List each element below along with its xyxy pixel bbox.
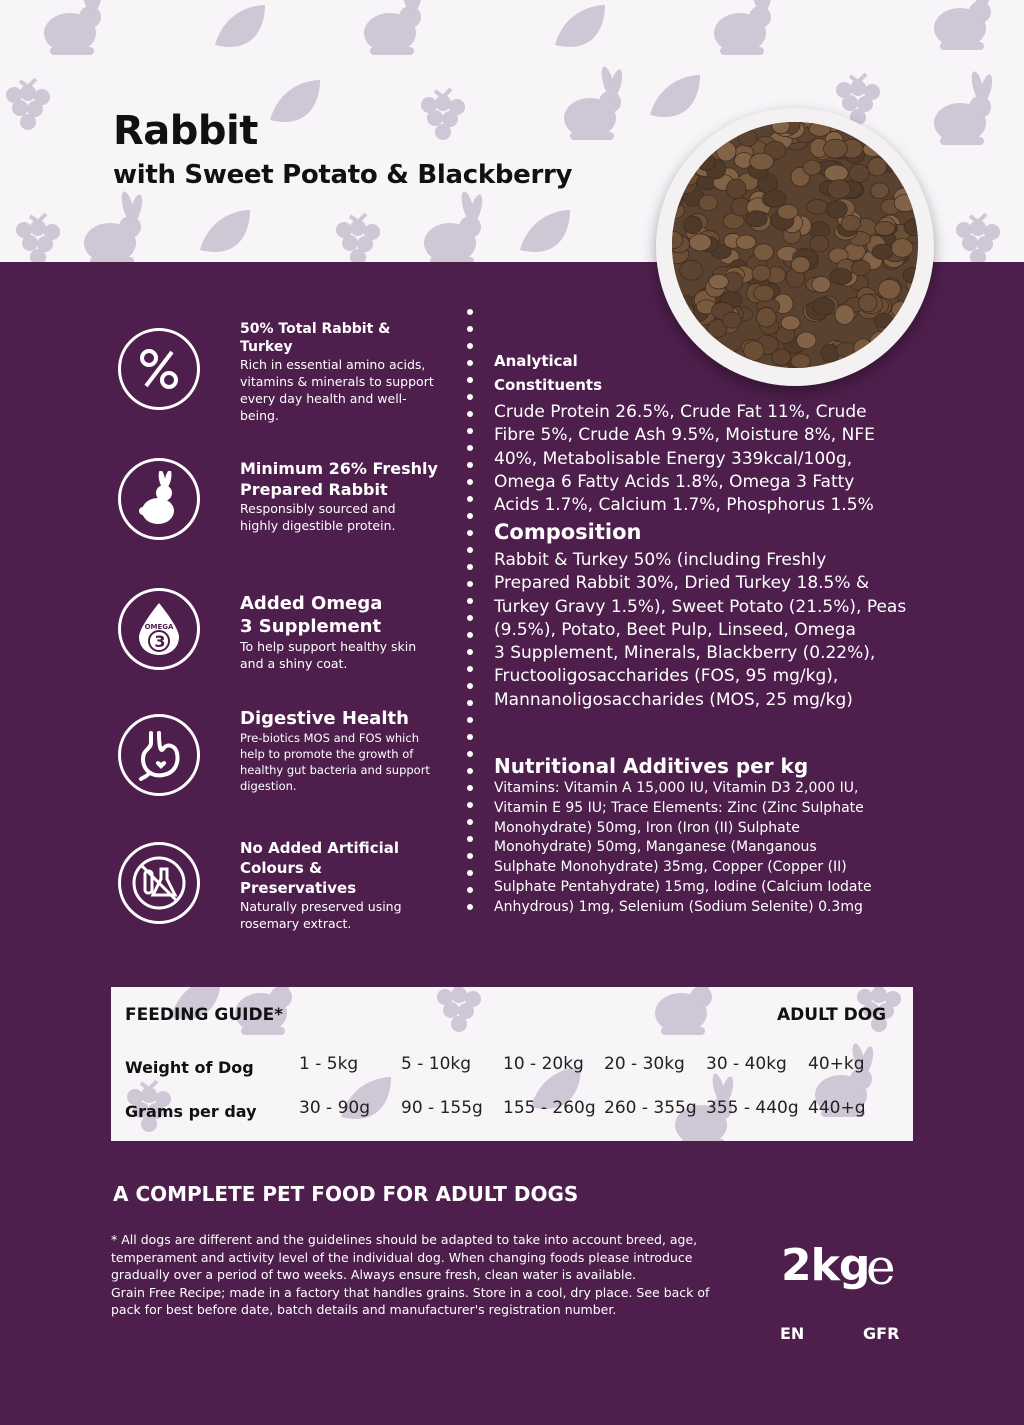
- language-code: EN: [780, 1324, 805, 1343]
- feature-heading: 50% Total Rabbit & Turkey: [240, 321, 391, 355]
- rabbit-icon: [118, 458, 200, 540]
- feeding-guide: [111, 987, 913, 1141]
- grams-cell: 260 - 355g: [604, 1098, 697, 1118]
- weight-cell: 20 - 30kg: [604, 1054, 685, 1074]
- feature-body: Pre-biotics MOS and FOS which help to promote the growth of healthy gut bacteria and support digestion.: [240, 731, 430, 793]
- feature-heading: Added Omega 3 Supplement: [240, 593, 383, 637]
- feeding-note: * All dogs are different and the guidelines should be adapted to take into account breed, age, temperament and activity level of the individual dog. When changing foods please introduce gradually over a period of two weeks. Always ensure fresh, clean water is available. Grain Free Recipe; made in a factory that handles grains. Store in a cool, dry place. See back of pack for best before date, batch details and manufacturer's registration number.: [111, 1232, 710, 1317]
- net-weight: 2kg: [781, 1240, 870, 1291]
- percent-icon: [118, 328, 200, 410]
- omega-drop-icon: [118, 588, 200, 670]
- weight-cell: 30 - 40kg: [706, 1054, 787, 1074]
- grams-cell: 440+g: [808, 1098, 866, 1118]
- grams-cell: 155 - 260g: [503, 1098, 596, 1118]
- feature-body: Rich in essential amino acids, vitamins & minerals to support every day health and well-being.: [240, 357, 434, 423]
- omega-label: OMEGA: [144, 623, 174, 631]
- additives-text: Vitamins: Vitamin A 15,000 IU, Vitamin D3 2,000 IU, Vitamin E 95 IU; Trace Elements: Zinc (Zinc Sulphate Monohydrate) 50mg, Iron (Iron (II) Sulphate Monohydrate) 50mg, Manganese (Manganous Sulphate Monohydrate) 35mg, Copper (Copper (II) Sulphate Pentahydrate) 15mg, Iodine (Calcium Iodate Anhydrous) 1mg, Selenium (Sodium Selenite) 0.3mg: [494, 780, 872, 915]
- grams-cell: 90 - 155g: [401, 1098, 483, 1118]
- omega-number: 3: [154, 632, 166, 651]
- grams-cell: 30 - 90g: [299, 1098, 370, 1118]
- analytical-heading: Analytical: [494, 352, 578, 370]
- dotted-divider: [466, 306, 474, 926]
- weight-cell: 40+kg: [808, 1054, 865, 1074]
- feature-body: Naturally preserved using rosemary extract.: [240, 899, 402, 931]
- analytical-text: Crude Protein 26.5%, Crude Fat 11%, Crude Fibre 5%, Crude Ash 9.5%, Moisture 8%, NFE 40%, Metabolisable Energy 339kcal/100g, Omega 6 Fatty Acids 1.8%, Omega 3 Fatty Acids 1.7%, Calcium 1.7%, Phosphorus 1.5%: [494, 402, 875, 516]
- stomach-icon: [118, 714, 200, 796]
- feature-body: Responsibly sourced and highly digestible protein.: [240, 501, 396, 533]
- feature-heading: No Added Artificial Colours & Preservatives: [240, 839, 400, 897]
- composition-text: Rabbit & Turkey 50% (including Freshly Prepared Rabbit 30%, Dried Turkey 18.5% & Turkey Gravy 1.5%), Sweet Potato (21.5%), Peas (9.5%), Potato, Beet Pulp, Linseed, Omega 3 Supplement, Minerals, Blackberry (0.22%), Fructooligosaccharides (FOS, 95 mg/kg), Mannanoligosaccharides (MOS, 25 mg/kg): [494, 550, 907, 710]
- composition-heading: Composition: [494, 520, 642, 544]
- feeding-guide-tag: ADULT DOG: [777, 1005, 887, 1025]
- product-title: Rabbit: [113, 108, 258, 154]
- weight-cell: 10 - 20kg: [503, 1054, 584, 1074]
- weight-row-label: Weight of Dog: [125, 1058, 254, 1077]
- weight-cell: 1 - 5kg: [299, 1054, 359, 1074]
- kibble-pieces: [672, 122, 918, 368]
- feeding-guide-title: FEEDING GUIDE*: [125, 1005, 284, 1025]
- no-chemicals-icon: [118, 842, 200, 924]
- weight-cell: 5 - 10kg: [401, 1054, 472, 1074]
- feature-heading: Minimum 26% Freshly Prepared Rabbit: [240, 459, 438, 499]
- feature-heading: Digestive Health: [240, 708, 409, 729]
- feature-body: To help support healthy skin and a shiny coat.: [240, 639, 417, 671]
- recipe-code: GFR: [863, 1324, 900, 1343]
- grams-row-label: Grams per day: [125, 1102, 257, 1121]
- analytical-heading-2: Constituents: [494, 376, 603, 394]
- grams-cell: 355 - 440g: [706, 1098, 799, 1118]
- estimated-sign: e: [866, 1238, 896, 1296]
- complete-food-heading: A COMPLETE PET FOOD FOR ADULT DOGS: [113, 1182, 579, 1206]
- kibble-bowl-image: [656, 108, 934, 386]
- product-subtitle: with Sweet Potato & Blackberry: [113, 160, 573, 190]
- additives-heading: Nutritional Additives per kg: [494, 754, 809, 778]
